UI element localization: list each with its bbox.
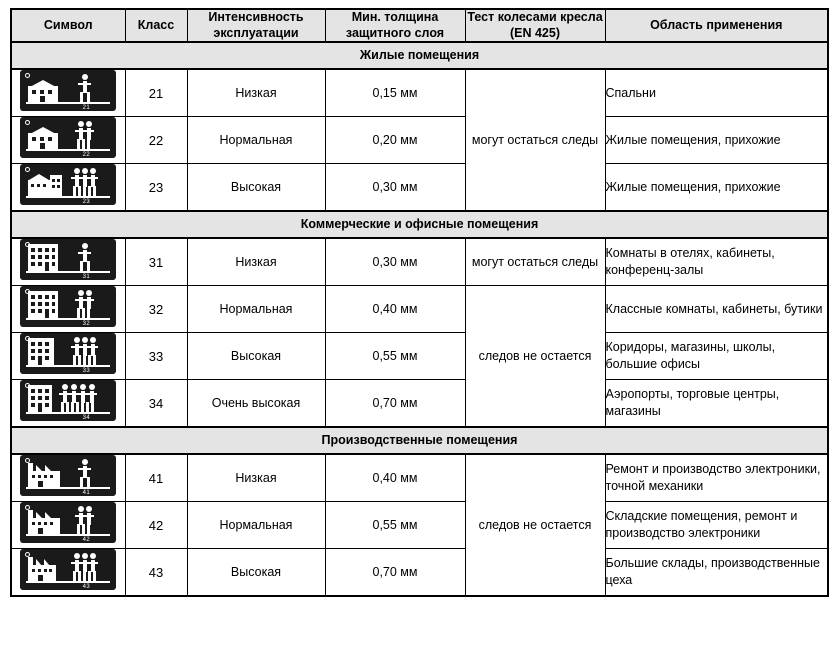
house-single-person-21-icon bbox=[20, 70, 116, 111]
intensity-cell: Высокая bbox=[187, 333, 325, 380]
table-row bbox=[11, 117, 828, 164]
ground-line bbox=[26, 412, 110, 414]
office-two-persons-32-icon bbox=[20, 286, 116, 327]
ground-line bbox=[26, 365, 110, 367]
table-row bbox=[11, 502, 828, 549]
symbol-class-number: 34 bbox=[82, 415, 91, 422]
ground-line bbox=[26, 149, 110, 151]
thickness-cell: 0,20 мм bbox=[325, 117, 465, 164]
table-row bbox=[11, 454, 828, 502]
class-cell: 31 bbox=[125, 238, 187, 286]
class-cell: 43 bbox=[125, 549, 187, 597]
office-building-icon bbox=[28, 338, 54, 365]
table-row bbox=[11, 333, 828, 380]
person-figures-icon bbox=[66, 337, 110, 365]
house-two-persons-22-icon bbox=[20, 117, 116, 158]
class-cell: 32 bbox=[125, 286, 187, 333]
person-figures-icon bbox=[66, 290, 110, 318]
ground-line bbox=[26, 534, 110, 536]
intensity-cell: Низкая bbox=[187, 69, 325, 117]
intensity-cell: Нормальная bbox=[187, 117, 325, 164]
column-header-intensity: Интенсивность эксплуатации bbox=[187, 9, 325, 42]
factory-icon bbox=[28, 461, 60, 487]
symbol-class-number: 22 bbox=[82, 152, 91, 159]
class-cell: 22 bbox=[125, 117, 187, 164]
ground-line bbox=[26, 271, 110, 273]
class-cell: 41 bbox=[125, 454, 187, 502]
symbol-cell bbox=[11, 69, 125, 117]
person-figures-icon bbox=[66, 506, 110, 534]
class-cell: 23 bbox=[125, 164, 187, 212]
application-area-cell: Комнаты в отелях, кабинеты, конференц-залы bbox=[605, 238, 828, 286]
office-building-icon bbox=[28, 385, 52, 412]
class-cell: 33 bbox=[125, 333, 187, 380]
column-header-application-area: Область применения bbox=[605, 9, 828, 42]
application-area-cell: Спальни bbox=[605, 69, 828, 117]
ground-line bbox=[26, 318, 110, 320]
thickness-cell: 0,40 мм bbox=[325, 286, 465, 333]
intensity-cell: Высокая bbox=[187, 549, 325, 597]
symbol-cell bbox=[11, 502, 125, 549]
factory-two-persons-42-icon bbox=[20, 502, 116, 543]
thickness-cell: 0,40 мм bbox=[325, 454, 465, 502]
factory-single-person-41-icon bbox=[20, 455, 116, 496]
section-title-commercial: Коммерческие и офисные помещения bbox=[11, 211, 828, 238]
column-header-class: Класс bbox=[125, 9, 187, 42]
table-header-row bbox=[11, 9, 828, 42]
thickness-cell: 0,70 мм bbox=[325, 380, 465, 428]
person-figures-icon bbox=[66, 553, 110, 581]
symbol-class-number: 32 bbox=[82, 321, 91, 328]
symbol-class-number: 21 bbox=[82, 105, 91, 112]
symbol-cell bbox=[11, 333, 125, 380]
person-figures-icon bbox=[66, 121, 110, 149]
table-header bbox=[11, 9, 828, 42]
symbol-cell bbox=[11, 380, 125, 428]
symbol-cell bbox=[11, 454, 125, 502]
chair-test-cell: могут остаться следы bbox=[465, 69, 605, 211]
office-building-icon bbox=[28, 244, 58, 271]
intensity-cell: Нормальная bbox=[187, 502, 325, 549]
application-area-cell: Жилые помещения, прихожие bbox=[605, 117, 828, 164]
symbol-class-number: 43 bbox=[82, 584, 91, 591]
factory-three-persons-43-icon bbox=[20, 549, 116, 590]
application-area-cell: Большие склады, производственные цеха bbox=[605, 549, 828, 597]
ground-line bbox=[26, 196, 110, 198]
person-figure-icon bbox=[66, 459, 110, 487]
section-header-row bbox=[11, 42, 828, 69]
ground-line bbox=[26, 487, 110, 489]
table-row bbox=[11, 549, 828, 597]
intensity-cell: Низкая bbox=[187, 238, 325, 286]
ground-line bbox=[26, 102, 110, 104]
section-title-residential: Жилые помещения bbox=[11, 42, 828, 69]
office-three-persons-33-icon bbox=[20, 333, 116, 374]
application-area-cell: Коридоры, магазины, школы, большие офисы bbox=[605, 333, 828, 380]
class-cell: 21 bbox=[125, 69, 187, 117]
application-area-cell: Аэропорты, торговые центры, магазины bbox=[605, 380, 828, 428]
person-figure-icon bbox=[66, 74, 110, 102]
symbol-class-number: 33 bbox=[82, 368, 91, 375]
column-header-symbol: Символ bbox=[11, 9, 125, 42]
chair-test-cell: могут остаться следы bbox=[465, 238, 605, 286]
house-icon bbox=[28, 171, 62, 196]
thickness-cell: 0,55 мм bbox=[325, 502, 465, 549]
person-figures-icon bbox=[66, 168, 110, 196]
symbol-cell bbox=[11, 238, 125, 286]
application-area-cell: Ремонт и производство электроники, точной механики bbox=[605, 454, 828, 502]
symbol-cell bbox=[11, 549, 125, 597]
table-row bbox=[11, 238, 828, 286]
section-header-row bbox=[11, 211, 828, 238]
symbol-class-number: 31 bbox=[82, 274, 91, 281]
chair-test-cell bbox=[465, 286, 605, 428]
factory-icon bbox=[28, 555, 56, 581]
person-figure-icon bbox=[66, 243, 110, 271]
intensity-cell: Очень высокая bbox=[187, 380, 325, 428]
table-body bbox=[11, 42, 828, 596]
symbol-cell bbox=[11, 286, 125, 333]
intensity-cell: Высокая bbox=[187, 164, 325, 212]
table-row bbox=[11, 380, 828, 428]
symbol-cell bbox=[11, 117, 125, 164]
ground-line bbox=[26, 581, 110, 583]
section-header-row bbox=[11, 427, 828, 454]
chair-test-cell: следов не остается bbox=[465, 454, 605, 596]
house-three-persons-23-icon bbox=[20, 164, 116, 205]
application-area-cell: Классные комнаты, кабинеты, бутики bbox=[605, 286, 828, 333]
section-title-industrial: Производственные помещения bbox=[11, 427, 828, 454]
application-area-cell: Жилые помещения, прихожие bbox=[605, 164, 828, 212]
person-figures-icon bbox=[58, 384, 110, 412]
thickness-cell: 0,55 мм bbox=[325, 333, 465, 380]
table-row bbox=[11, 69, 828, 117]
class-cell: 42 bbox=[125, 502, 187, 549]
table-row bbox=[11, 164, 828, 212]
symbol-cell bbox=[11, 164, 125, 212]
office-four-persons-34-icon bbox=[20, 380, 116, 421]
application-area-cell: Складские помещения, ремонт и производство электроники bbox=[605, 502, 828, 549]
symbol-class-number: 42 bbox=[82, 537, 91, 544]
thickness-cell: 0,70 мм bbox=[325, 549, 465, 597]
symbol-class-number: 41 bbox=[82, 490, 91, 497]
column-header-chair-test: Тест колесами кресла (EN 425) bbox=[465, 9, 605, 42]
office-building-icon bbox=[28, 291, 58, 318]
thickness-cell: 0,30 мм bbox=[325, 238, 465, 286]
column-header-thickness: Мин. толщина защитного слоя bbox=[325, 9, 465, 42]
table-row bbox=[11, 286, 828, 333]
thickness-cell: 0,15 мм bbox=[325, 69, 465, 117]
house-icon bbox=[28, 78, 58, 102]
flooring-classification-table bbox=[10, 8, 829, 597]
factory-icon bbox=[28, 508, 60, 534]
intensity-cell: Нормальная bbox=[187, 286, 325, 333]
class-cell: 34 bbox=[125, 380, 187, 428]
intensity-cell: Низкая bbox=[187, 454, 325, 502]
office-single-person-31-icon bbox=[20, 239, 116, 280]
thickness-cell: 0,30 мм bbox=[325, 164, 465, 212]
chair-test-line-1: следов не остается bbox=[478, 348, 592, 363]
house-icon bbox=[28, 125, 58, 149]
symbol-class-number: 23 bbox=[82, 199, 91, 206]
